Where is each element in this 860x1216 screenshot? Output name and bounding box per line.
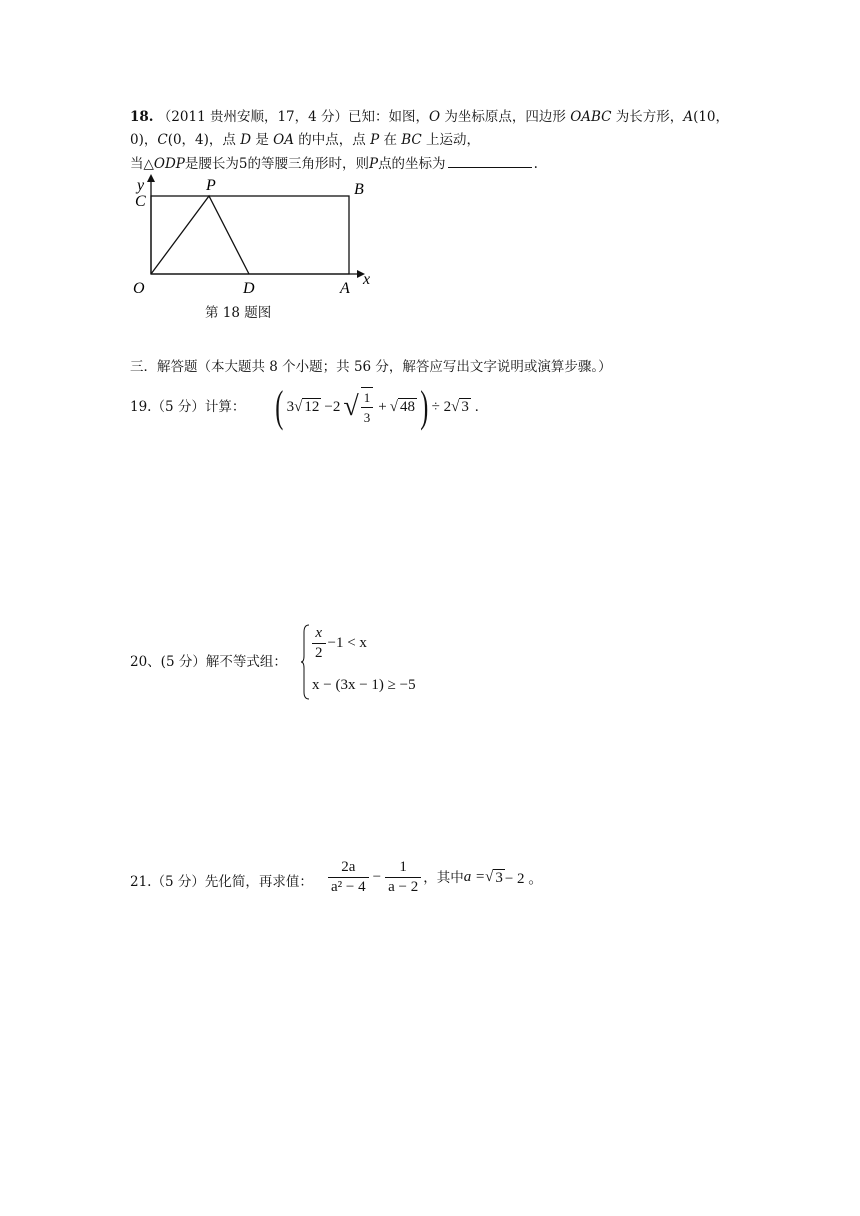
label-d: D (243, 280, 255, 297)
fraction-den: 3 (363, 410, 371, 425)
sqrt-sign: √ (343, 391, 359, 422)
q18-line1 (130, 108, 729, 126)
q18-figure (125, 170, 385, 300)
text: (10， (693, 109, 730, 125)
sqrt-sign: √ (451, 398, 460, 415)
q20-ineq1 (312, 624, 367, 663)
paren-close: ) (420, 382, 429, 431)
fraction-num: x (312, 624, 326, 644)
text: 为坐标原点，四边形 (440, 109, 571, 125)
label-c: C (135, 193, 146, 210)
text: P (370, 132, 380, 148)
section-title: 三．解答题（本大题共 8 个小题；共 56 分，解答应写出文字说明或演算步骤。） (130, 359, 612, 375)
text: BC (401, 132, 422, 148)
fraction-den: a − 2 (388, 879, 419, 895)
text: 的中点，点 (293, 132, 371, 148)
fraction-2 (385, 858, 421, 897)
answer-blank (448, 154, 532, 168)
sqrt-sign: √ (485, 869, 494, 885)
fraction-den: a² − 4 (331, 879, 366, 895)
fraction (312, 624, 326, 663)
fraction-1 (328, 858, 369, 897)
sqrt-sign: √ (294, 398, 303, 415)
fraction (361, 387, 374, 427)
where-text: ，其中 (423, 869, 464, 885)
figure-caption: 第 18 题图 (205, 305, 272, 321)
text: 为长方形， (611, 109, 684, 125)
text: O (429, 109, 441, 125)
q20-ineq2: x − (3x − 1) ≥ −5 (312, 677, 416, 693)
radicand: 3 (461, 399, 469, 415)
label-a: A (340, 280, 350, 297)
fraction-num: 1 (385, 858, 421, 878)
term: 3 (286, 398, 295, 415)
text: 在 (379, 132, 402, 148)
label-p: P (206, 177, 216, 194)
text: 上运动， (421, 132, 481, 148)
system-brace (300, 624, 310, 700)
label-o: O (133, 280, 145, 297)
period: . (474, 398, 479, 415)
text: （2011 贵州安顺，17，4 分）已知：如图， (157, 109, 430, 125)
fraction-den: 2 (315, 645, 323, 661)
a-equals: a = (463, 869, 486, 885)
term: −2 (324, 398, 341, 415)
tail: − 2 。 (504, 871, 544, 887)
q21-label: 21.（5 分）先化简，再求值： (130, 874, 313, 890)
radicand: 3 (495, 869, 503, 886)
text: 是腰长为5的等腰三角形时，则 (184, 156, 369, 172)
q19-label: 19.（5 分）计算： (130, 399, 246, 415)
text: (0，4)，点 (167, 132, 241, 148)
text: D (240, 132, 252, 148)
fraction-num: 1 (361, 388, 374, 408)
paren-open: ( (275, 382, 284, 431)
sqrt-sign: √ (389, 398, 398, 415)
radicand: 48 (399, 399, 415, 415)
triangle-odp (151, 196, 249, 274)
q21-expression (326, 858, 543, 897)
text: A (683, 109, 694, 125)
label-b: B (354, 181, 364, 198)
text: OABC (570, 109, 612, 125)
minus: − (372, 869, 382, 885)
text: C (157, 132, 168, 148)
text: 当△ (130, 156, 154, 172)
text: 点的坐标为 (378, 156, 446, 172)
text: ODP (153, 156, 185, 172)
label-y: y (137, 177, 145, 194)
label-x: x (363, 271, 371, 288)
term: ÷ 2 (431, 398, 452, 415)
q19-expression (272, 380, 479, 434)
fraction-num: 2a (328, 858, 369, 878)
text: . (533, 156, 538, 172)
text: 0)， (130, 132, 158, 148)
ineq-rest: −1 < x (327, 635, 367, 651)
q20-label: 20、(5 分）解不等式组： (130, 654, 287, 670)
text: P (368, 156, 379, 172)
text: OA (273, 132, 294, 148)
q18-number: 18. (130, 109, 154, 125)
text: 是 (251, 132, 274, 148)
term: + (378, 398, 387, 415)
q18-line2 (130, 131, 480, 149)
radicand: 12 (304, 399, 320, 415)
